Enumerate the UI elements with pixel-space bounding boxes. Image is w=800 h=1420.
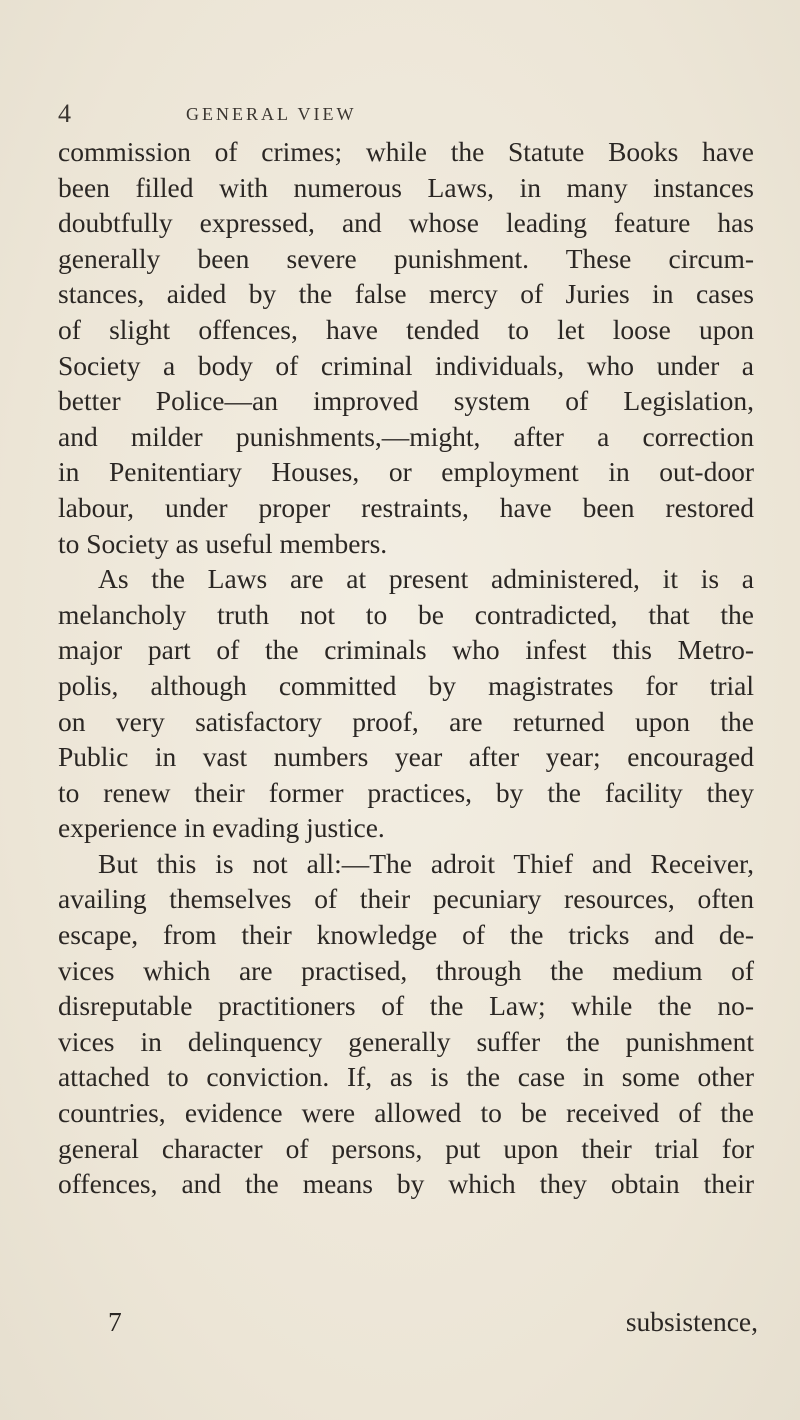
text-line: availing themselves of their pecuniary resources, often xyxy=(58,883,754,915)
text-line: been filled with numerous Laws, in many instances xyxy=(58,171,754,203)
text-line: offences, and the means by which they obtain their xyxy=(58,1168,754,1200)
body-text xyxy=(58,134,754,1202)
text-line: on very satisfactory proof, are returned upon the xyxy=(58,705,754,737)
text-line: commission of crimes; while the Statute Books have xyxy=(58,136,754,167)
text-line: to Society as useful members. xyxy=(58,527,388,559)
signature-mark: 7 xyxy=(108,1306,122,1337)
page-number: 4 xyxy=(58,99,71,128)
text-line: doubtfully expressed, and whose leading feature has xyxy=(58,207,754,239)
text-line: countries, evidence were allowed to be received of the xyxy=(58,1097,754,1129)
text-line: As the Laws are at present administered, it is a xyxy=(98,563,754,595)
text-line: general character of persons, put upon their trial for xyxy=(58,1132,754,1164)
text-line: better Police—an improved system of Legislation, xyxy=(58,385,754,417)
text-line: labour, under proper restraints, have been restored xyxy=(58,491,754,523)
text-line: Society a body of criminal individuals, who under a xyxy=(58,349,754,381)
page-footer xyxy=(58,1304,758,1340)
text-line: experience in evading justice. xyxy=(58,812,385,844)
text-line: But this is not all:—The adroit Thief and Receiver, xyxy=(98,847,754,879)
text-line: of slight offences, have tended to let loose upon xyxy=(58,313,754,345)
running-head xyxy=(58,96,758,132)
text-line: generally been severe punishment. These circum- xyxy=(58,242,754,274)
text-line: and milder punishments,—might, after a correction xyxy=(58,420,754,452)
text-line: major part of the criminals who infest this Metro- xyxy=(58,634,754,666)
catchword: subsistence, xyxy=(625,1306,758,1337)
text-line: polis, although committed by magistrates for trial xyxy=(58,669,754,701)
text-line: attached to conviction. If, as is the case in some other xyxy=(58,1061,754,1093)
text-line: vices in delinquency generally suffer the punishment xyxy=(58,1025,754,1057)
text-line: disreputable practitioners of the Law; while the no- xyxy=(58,990,754,1022)
running-title: GENERAL VIEW xyxy=(186,104,357,124)
text-line: melancholy truth not to be contradicted, that the xyxy=(58,598,754,630)
text-line: escape, from their knowledge of the tricks and de- xyxy=(58,919,754,951)
text-line: stances, aided by the false mercy of Juries in cases xyxy=(58,278,754,310)
text-line: in Penitentiary Houses, or employment in out-door xyxy=(58,456,754,488)
text-line: vices which are practised, through the medium of xyxy=(58,954,754,986)
text-line: Public in vast numbers year after year; encouraged xyxy=(58,741,754,773)
text-line: to renew their former practices, by the facility they xyxy=(58,776,754,808)
